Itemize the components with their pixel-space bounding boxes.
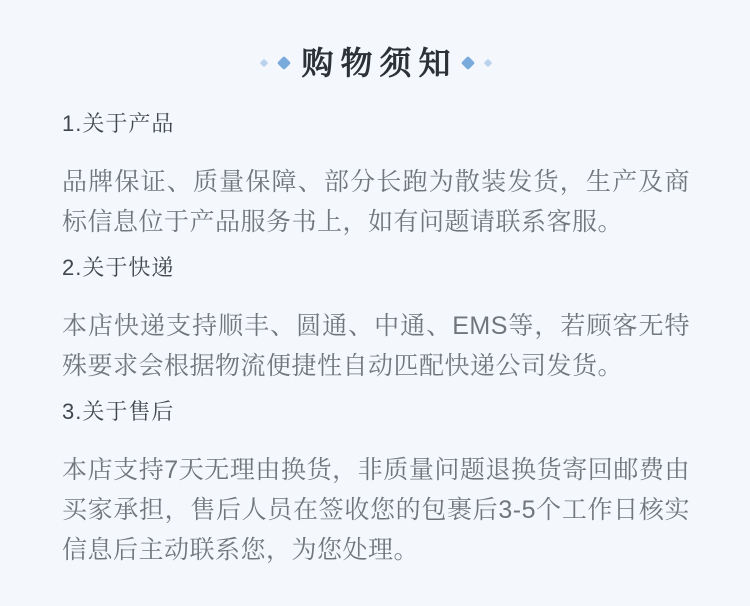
diamond-large-icon: [460, 56, 474, 70]
page-title: 购物须知: [301, 45, 458, 81]
section-heading-shipping: 2.关于快递: [62, 255, 175, 280]
page-title-row: [62, 46, 690, 80]
diamond-small-icon: [260, 59, 268, 67]
section-about-shipping: [62, 254, 690, 386]
diamond-large-icon: [277, 56, 291, 70]
diamond-small-icon: [483, 59, 491, 67]
section-body-product: 品牌保证、质量保障、部分长跑为散装发货，生产及商标信息位于产品服务书上，如有问题请联系客服。: [62, 168, 690, 236]
section-about-product: [62, 110, 690, 242]
section-heading-product: 1.关于产品: [62, 111, 175, 136]
section-body-aftersales: 本店支持7天无理由换货，非质量问题退换货寄回邮费由买家承担，售后人员在签收您的包裹后3-5个工作日核实信息后主动联系您，为您处理。: [62, 456, 690, 564]
section-about-aftersales: [62, 398, 690, 570]
section-body-shipping: 本店快递支持顺丰、圆通、中通、EMS等，若顾客无特殊要求会根据物流便捷性自动匹配快递公司发货。: [62, 312, 690, 380]
section-heading-aftersales: 3.关于售后: [62, 399, 175, 424]
